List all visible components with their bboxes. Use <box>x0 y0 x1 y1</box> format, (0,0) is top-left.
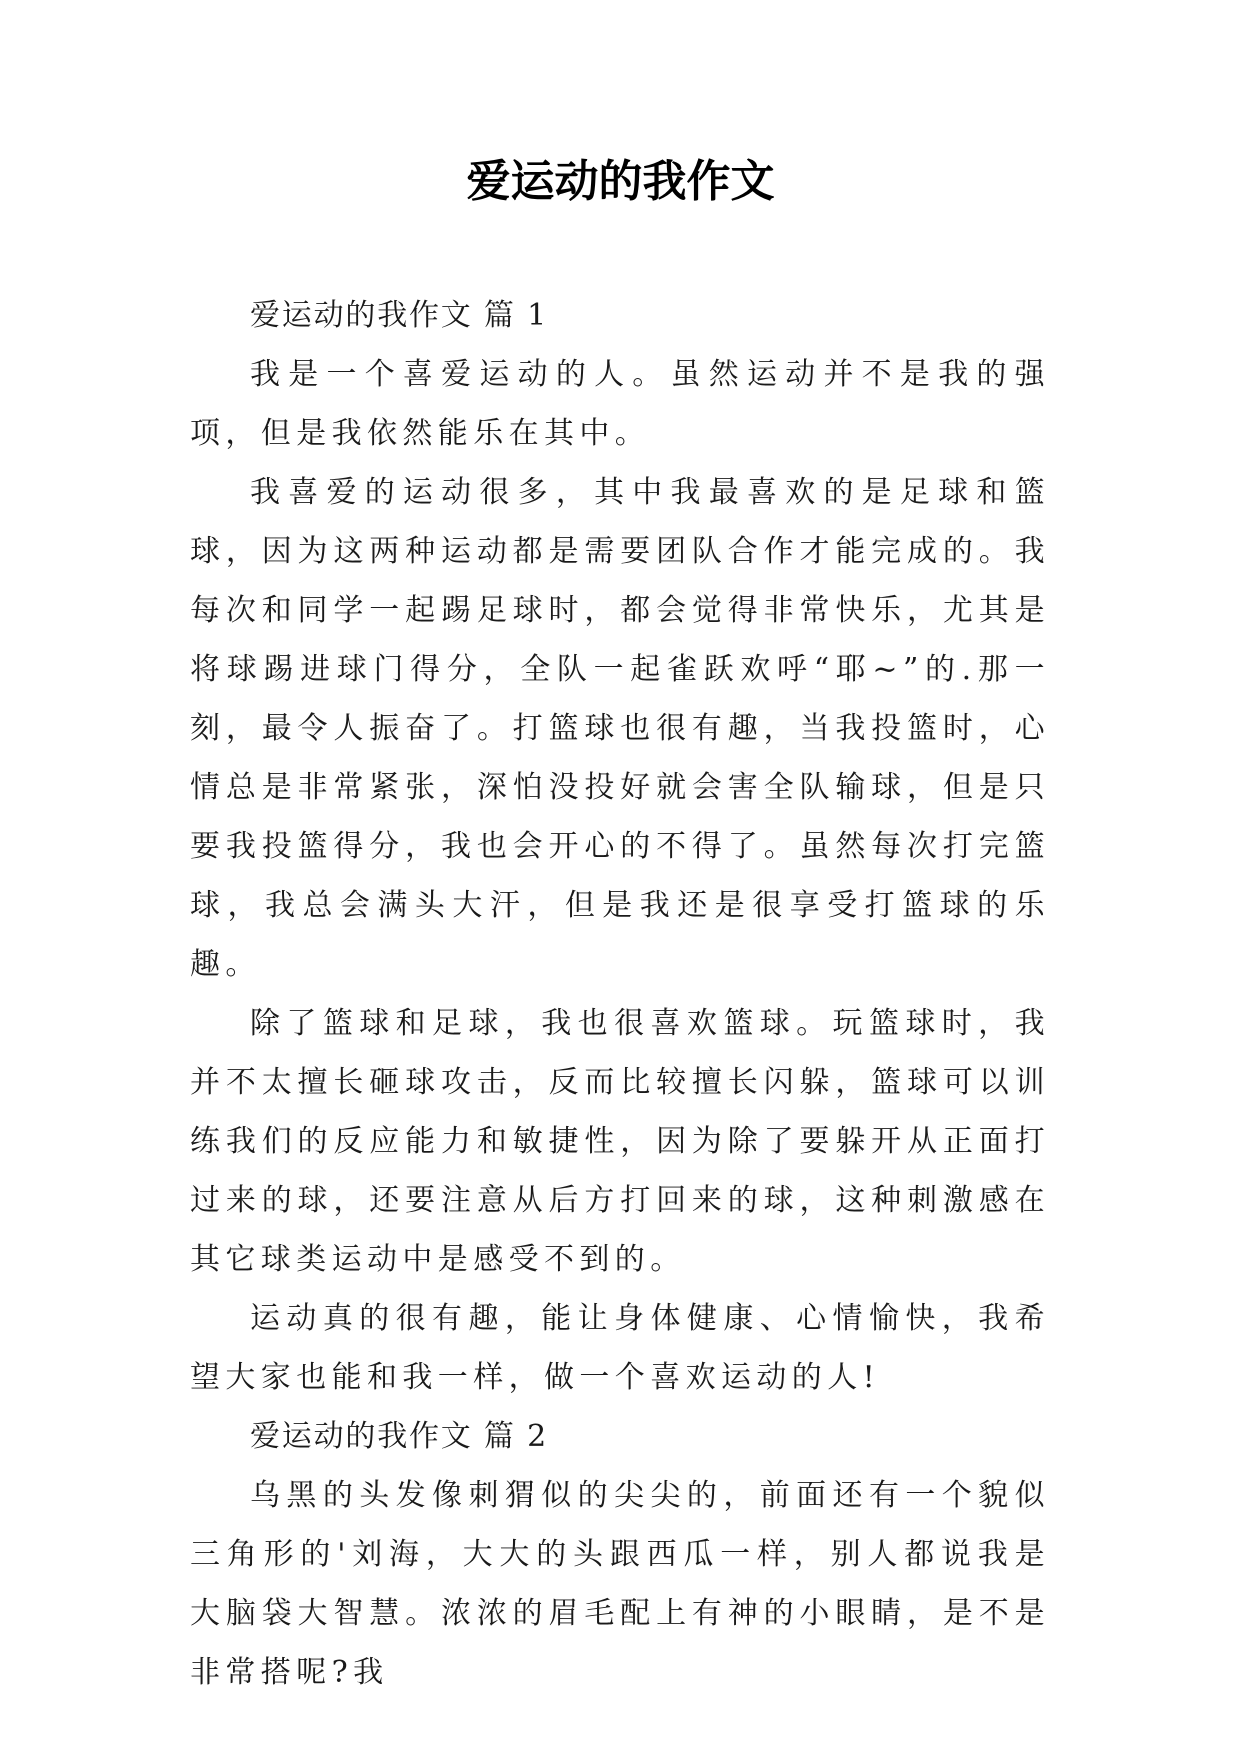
paragraph: 我是一个喜爱运动的人。虽然运动并不是我的强项，但是我依然能乐在其中。 <box>190 357 1050 451</box>
document-title: 爱运动的我作文 <box>466 156 775 207</box>
document-body <box>190 286 1050 1702</box>
paragraph: 乌黑的头发像刺猬似的尖尖的，前面还有一个貌似三角形的'刘海，大大的头跟西瓜一样，别人都说我是大脑袋大智慧。浓浓的眉毛配上有神的小眼睛，是不是非常搭呢?我 <box>190 1478 1050 1690</box>
paragraph: 运动真的很有趣，能让身体健康、心情愉快，我希望大家也能和我一样，做一个喜欢运动的人! <box>190 1301 1050 1395</box>
paragraph: 除了篮球和足球，我也很喜欢篮球。玩篮球时，我并不太擅长砸球攻击，反而比较擅长闪躲，篮球可以训练我们的反应能力和敏捷性，因为除了要躲开从正面打过来的球，还要注意从后方打回来的球，这种刺激感在其它球类运动中是感受不到的。 <box>190 1006 1050 1277</box>
paragraph: 我喜爱的运动很多，其中我最喜欢的是足球和篮球，因为这两种运动都是需要团队合作才能完成的。我每次和同学一起踢足球时，都会觉得非常快乐，尤其是将球踢进球门得分，全队一起雀跃欢呼“耶~”的.那一刻，最令人振奋了。打篮球也很有趣，当我投篮时，心情总是非常紧张，深怕没投好就会害全队输球，但是只要我投篮得分，我也会开心的不得了。虽然每次打完篮球，我总会满头大汗，但是我还是很享受打篮球的乐趣。 <box>190 475 1050 982</box>
section-heading: 爱运动的我作文 篇 1 <box>250 298 548 333</box>
section-heading: 爱运动的我作文 篇 2 <box>250 1419 548 1454</box>
